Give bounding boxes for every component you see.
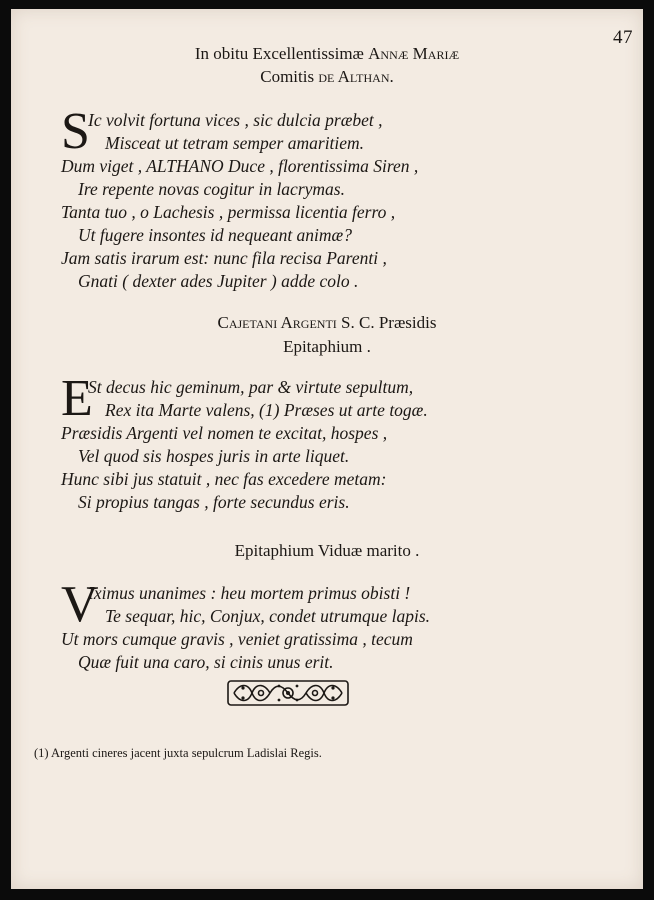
poem-line-text: Iximus unanimes : heu mortem primus obisti ! xyxy=(88,583,411,603)
poem-line-text: St decus hic geminum, par & virtute sepultum, xyxy=(88,377,414,397)
poem-line: Hunc sibi jus statuit , nec fas excedere metam: xyxy=(61,469,387,489)
poem-line: Ut fugere insontes id nequeant animæ? xyxy=(78,225,352,245)
poem-line: Tanta tuo , o Lachesis , permissa licentia ferro , xyxy=(61,202,396,222)
poem-line: Dum viget , ALTHANO Duce , florentissima Siren , xyxy=(61,156,419,176)
poem-althan xyxy=(61,103,613,293)
drop-cap: V xyxy=(61,576,99,633)
poem-line-text: Ic volvit fortuna vices , sic dulcia præbet , xyxy=(88,110,383,130)
poem-line: Vel quod sis hospes juris in arte liquet. xyxy=(78,446,350,466)
poem-line: Misceat ut tetram semper amaritiem. xyxy=(105,133,365,153)
drop-cap: S xyxy=(61,103,90,160)
heading-text: . xyxy=(389,67,394,86)
book-page xyxy=(11,9,643,889)
heading-text: Epitaphium Viduæ marito . xyxy=(234,541,420,560)
heading-text: Comitis xyxy=(260,67,319,86)
poem-line: Te sequar, hic, Conjux, condet utrumque lapis. xyxy=(105,606,431,626)
heading-small-caps: Cajetani Argenti xyxy=(217,313,337,332)
poem-vidua xyxy=(61,576,613,674)
heading-small-caps: de Althan xyxy=(318,67,390,86)
section-2-heading-line-2 xyxy=(11,336,643,357)
drop-cap: E xyxy=(61,370,93,427)
poem-line: Præsidis Argenti vel nomen te excitat, hospes , xyxy=(61,423,388,443)
poem-line: Si propius tangas , forte secundus eris. xyxy=(78,492,350,512)
poem-line: Ire repente novas cogitur in lacrymas. xyxy=(78,179,345,199)
poem-line: Jam satis irarum est: nunc fila recisa Parenti , xyxy=(61,248,387,268)
heading-text: In obitu Excellentissimæ xyxy=(194,44,369,63)
poem-line: Ut mors cumque gravis , veniet gratissima , tecum xyxy=(61,629,413,649)
page-number: 47 xyxy=(613,27,633,48)
poem-line: Gnati ( dexter ades Jupiter ) adde colo . xyxy=(78,271,359,291)
section-3-heading xyxy=(11,540,643,561)
section-2-heading-line-1 xyxy=(11,312,643,333)
heading-text: S. C. Præsidis xyxy=(336,313,437,332)
section-1-heading-line-2 xyxy=(11,66,643,87)
heading-small-caps: Annæ Mariæ xyxy=(368,44,460,63)
floral-vignette-icon xyxy=(226,677,350,709)
heading-text: Epitaphium . xyxy=(283,337,371,356)
poem-line: Quæ fuit una caro, si cinis unus erit. xyxy=(78,652,334,672)
footnote: (1) Argenti cineres jacent juxta sepulcrum Ladislai Regis. xyxy=(34,746,322,760)
section-1-heading-line-1 xyxy=(11,43,643,64)
poem-line: Rex ita Marte valens, (1) Præses ut arte togæ. xyxy=(105,400,428,420)
poem-argenti xyxy=(61,370,613,514)
